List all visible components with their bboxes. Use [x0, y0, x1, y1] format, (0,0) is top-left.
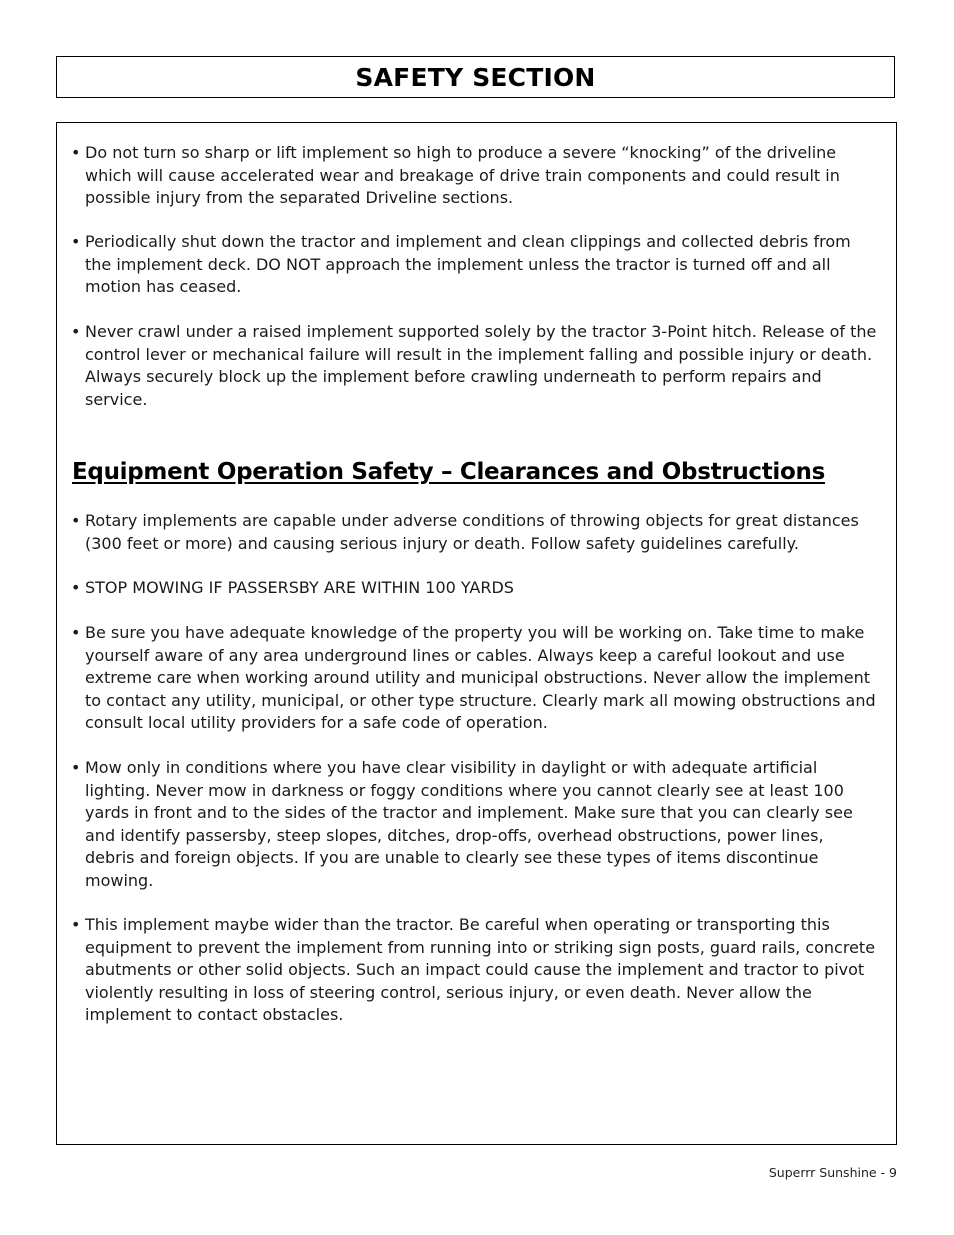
bullet-item — [71, 142, 877, 210]
bullet-dot: • — [71, 915, 81, 934]
bullet-text: STOP MOWING IF PASSERSBY ARE WITHIN 100 YARDS — [85, 578, 514, 597]
bullet-dot: • — [71, 232, 81, 251]
bullet-dot: • — [71, 143, 81, 162]
section-heading: Equipment Operation Safety – Clearances and Obstructions — [72, 459, 825, 485]
bullet-item — [71, 914, 877, 1027]
bullet-text: Rotary implements are capable under adverse conditions of throwing objects for great distances (300 feet or more) and causing serious injury or death. Follow safety guidelines carefully. — [85, 511, 859, 553]
bullet-item — [71, 510, 877, 555]
bullet-text: Mow only in conditions where you have clear visibility in daylight or with adequate artificial lighting. Never mow in darkness or foggy conditions where you cannot clearly see at least 100 yards in front and to the sides of the tractor and implement. Make sure that you can clearly see and identify passersby, steep slopes, ditches, drop-offs, overhead obstructions, power lines, debris and foreign objects. If you are unable to clearly see these types of items discontinue mowing. — [85, 758, 853, 890]
bullet-text: Be sure you have adequate knowledge of the property you will be working on. Take time to make yourself aware of any area underground lines or cables. Always keep a careful lookout and use extreme care when working around utility and municipal obstructions. Never allow the implement to contact any utility, municipal, or other type structure. Clearly mark all mowing obstructions and consult local utility providers for a safe code of operation. — [85, 623, 876, 733]
bullet-text: Never crawl under a raised implement supported solely by the tractor 3-Point hitch. Release of the control lever or mechanical failure will result in the implement falling and possible injury or death. Always securely block up the implement before crawling underneath to perform repairs and service. — [85, 322, 877, 409]
bullet-dot: • — [71, 623, 81, 642]
bullet-text: This implement maybe wider than the tractor. Be careful when operating or transporting this equipment to prevent the implement from running into or striking sign posts, guard rails, concrete abutments or other solid objects. Such an impact could cause the implement and tractor to pivot violently resulting in loss of steering control, serious injury, or even death. Never allow the implement to contact obstacles. — [85, 915, 876, 1025]
bullet-item — [71, 757, 877, 893]
bullet-item — [71, 321, 877, 411]
bullet-text: Do not turn so sharp or lift implement so high to produce a severe “knocking” of the driveline which will cause accelerated wear and breakage of drive train components and could result in possible injury from the separated Driveline sections. — [85, 143, 840, 208]
bullet-item — [71, 231, 877, 299]
page-title: SAFETY SECTION — [355, 62, 596, 92]
content-box — [56, 122, 897, 1145]
page-title-box — [56, 56, 895, 98]
page-footer: Superrr Sunshine - 9 — [768, 1165, 897, 1180]
bullet-dot: • — [71, 758, 81, 777]
bullet-text: Periodically shut down the tractor and implement and clean clippings and collected debris from the implement deck. DO NOT approach the implement unless the tractor is turned off and all motion has ceased. — [85, 232, 851, 297]
bullet-dot: • — [71, 511, 81, 530]
bullet-item — [71, 577, 877, 600]
bullet-item — [71, 622, 877, 735]
bullet-dot: • — [71, 578, 81, 597]
bullet-dot: • — [71, 322, 81, 341]
